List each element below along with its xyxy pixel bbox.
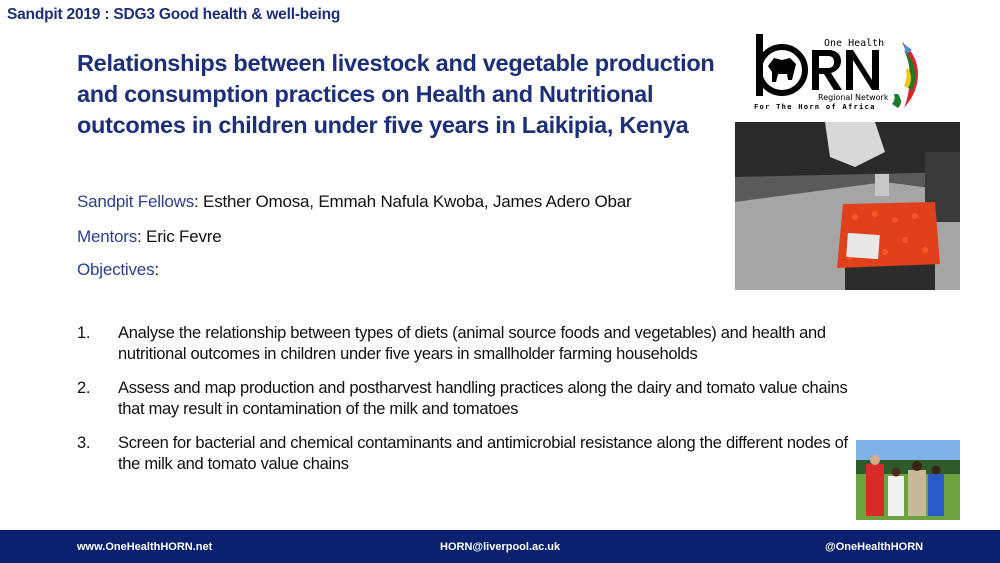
- fellows-value: : Esther Omosa, Emmah Nafula Kwoba, James Adero Obar: [194, 192, 632, 211]
- objectives-heading: [77, 260, 159, 280]
- objective-text: Analyse the relationship between types of diets (animal source foods and vegetables) and health and nutritional outcomes in children under five years in smallholder farming households: [118, 324, 826, 363]
- horn-logo-graphic: [752, 28, 932, 114]
- svg-text:For The Horn of Africa: For The Horn of Africa: [754, 102, 876, 111]
- objectives-list: [77, 323, 867, 488]
- tomato-cart-photo: [735, 122, 960, 290]
- objective-item: [77, 433, 867, 475]
- svg-text:Regional Network: Regional Network: [818, 93, 889, 102]
- sandpit-fellows: [77, 192, 631, 212]
- objective-number: 1.: [77, 324, 91, 342]
- objective-item: [77, 378, 867, 420]
- footer-email-link[interactable]: HORN@liverpool.ac.uk: [440, 540, 561, 553]
- slide-title: Relationships between livestock and vegetable production and consumption practices on Health and Nutritional outcomes in children under five years in Laikipia, Kenya: [77, 50, 715, 138]
- footer-website-link[interactable]: www.OneHealthHORN.net: [77, 540, 213, 553]
- objective-item: [77, 323, 867, 365]
- horn-logo: [752, 28, 932, 114]
- svg-text:One Health: One Health: [824, 38, 885, 49]
- slide-header-tag: Sandpit 2019 : SDG3 Good health & well-being: [7, 6, 341, 23]
- mentors-label: Mentors: [77, 227, 138, 246]
- objectives-colon: :: [154, 260, 159, 279]
- objectives-label: Objectives: [77, 260, 155, 279]
- footer-bar: [0, 530, 1000, 563]
- objective-text: Assess and map production and postharvest handling practices along the dairy and tomato value chains that may result in contamination of the milk and tomatoes: [118, 379, 848, 418]
- team-photo: [856, 440, 960, 520]
- team-image: [856, 440, 960, 520]
- objective-number: 2.: [77, 379, 91, 397]
- objective-text: Screen for bacterial and chemical contaminants and antimicrobial resistance along the different nodes of the milk and tomato value chains: [118, 434, 848, 473]
- objective-number: 3.: [77, 434, 91, 452]
- mentors-value: : Eric Fevre: [137, 227, 222, 246]
- tomato-cart-image: [735, 122, 960, 290]
- footer-social-handle[interactable]: @OneHealthHORN: [825, 540, 924, 553]
- fellows-label: Sandpit Fellows: [77, 192, 195, 211]
- mentors: [77, 227, 222, 247]
